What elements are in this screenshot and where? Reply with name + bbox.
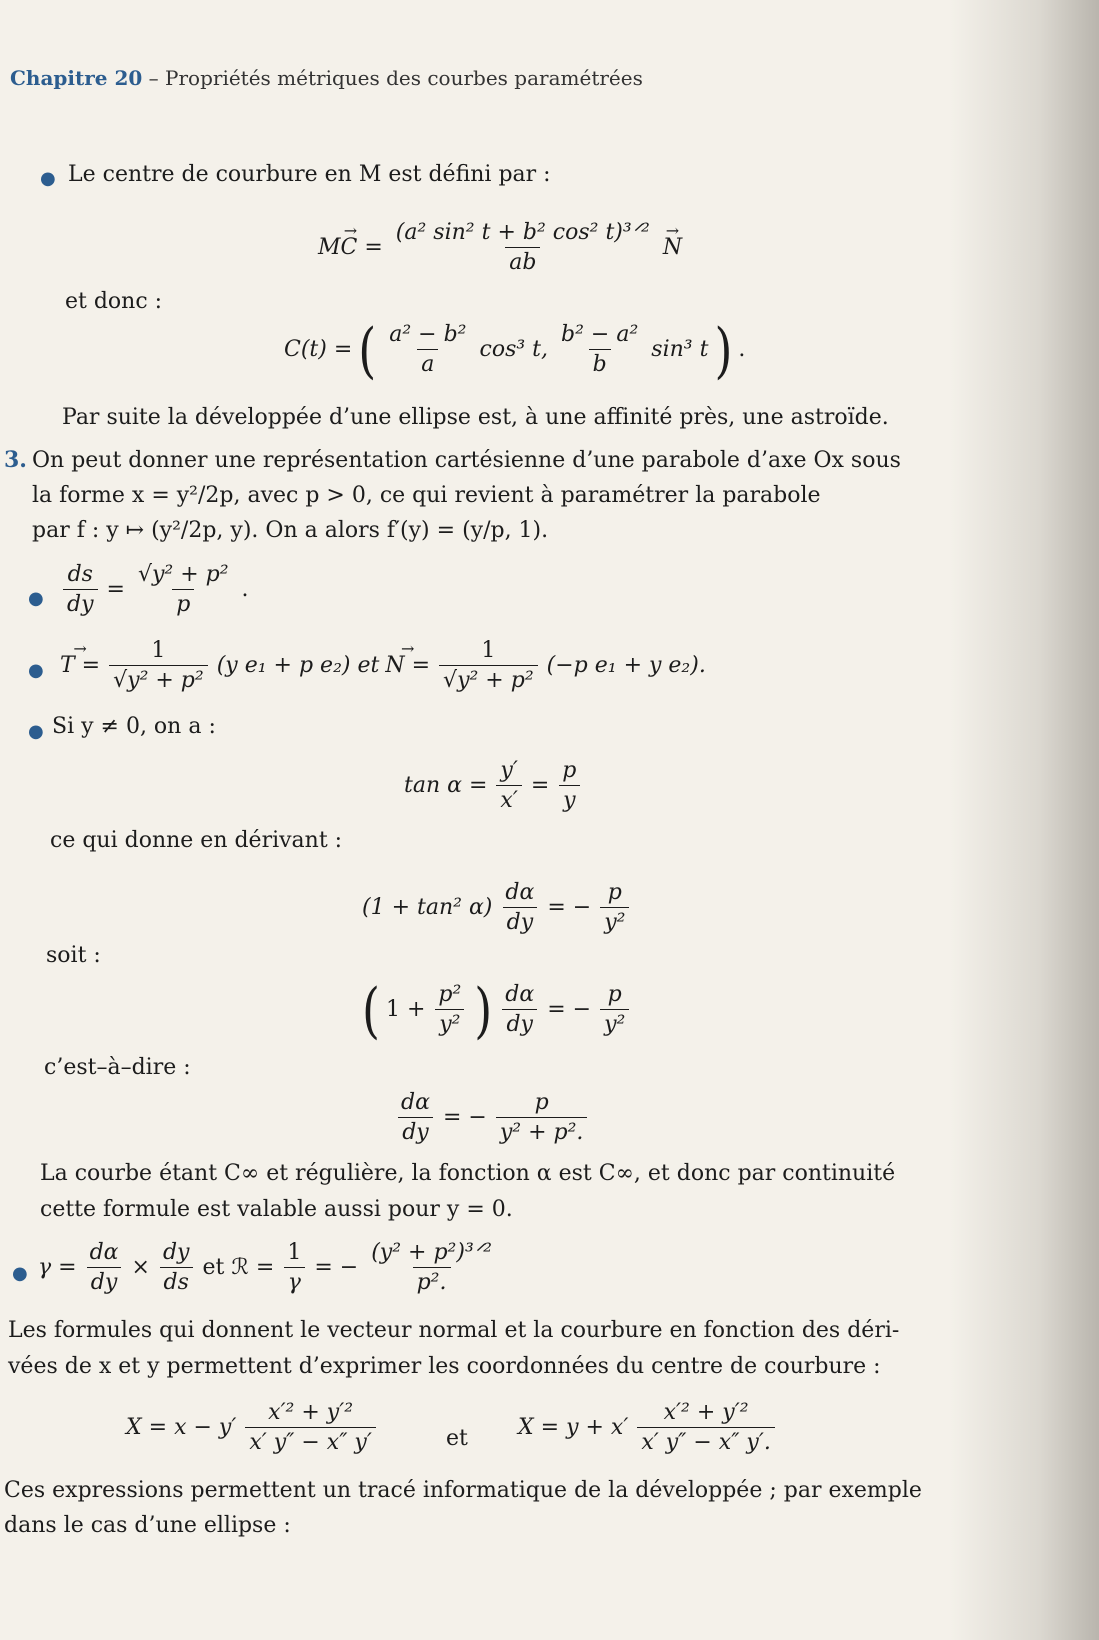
eq-g-f1d: dy — [87, 1267, 122, 1295]
eq-d2-frac — [501, 982, 538, 1037]
eq-d1-rd: y² — [600, 907, 629, 935]
eq-x1-lhs: X = x − y′ — [126, 1415, 237, 1440]
eq-d2-pn: p² — [438, 982, 462, 1007]
eq-ds-d: dy — [63, 589, 98, 617]
equation-deriv-2 — [362, 974, 632, 1045]
text-et: et — [446, 1426, 468, 1451]
eq-ds-n: ds — [67, 562, 93, 587]
eq-n-frac — [439, 638, 538, 693]
eq-g-frac2 — [159, 1240, 194, 1295]
eq-mc-num: (a² sin² t + b² cos² t)³ᐟ² — [395, 220, 650, 245]
eq-ds-rn: √y² + p² — [137, 562, 229, 587]
paragraph-ces-2: dans le cas d’une ellipse : — [4, 1513, 291, 1538]
equation-ct: C(t) = ( $\frac{\text{a² − b²}}{a}$ cos³ t, $\frac{\text{b² − a²}}{b}$ sin³ t ) . — [284, 314, 746, 385]
eq-n-den: √y² + p² — [439, 665, 538, 693]
eq-t-mid: (y e₁ + p e₂) et — [216, 653, 380, 678]
eq-x2-n: x′² + y′² — [663, 1400, 749, 1425]
eq-d3-rd: y² + p². — [496, 1117, 588, 1145]
equation-x1 — [126, 1400, 379, 1455]
eq-x1-n: x′² + y′² — [268, 1400, 354, 1425]
eq-t-frac — [109, 638, 208, 693]
eq-g-lhs: γ = — [38, 1255, 77, 1280]
paragraph-courbe-2: cette formule est valable aussi pour y = 0. — [40, 1197, 513, 1222]
bullet-icon: ● — [28, 588, 44, 609]
item-3-line-2: la forme x = y²/2p, avec p > 0, ce qui revient à paramétrer la parabole — [32, 483, 821, 508]
eq-d1-eq: = − — [547, 895, 592, 920]
eq-tan-lhs: tan α = — [404, 773, 488, 798]
text-ce-qui: ce qui donne en dérivant : — [50, 828, 343, 853]
paragraph-les-2: vées de x et y permettent d’exprimer les coordonnées du centre de courbure : — [8, 1354, 881, 1379]
eq-mc-den: ab — [505, 247, 540, 275]
eq-tan-frac1 — [496, 758, 521, 813]
bullet-icon: ● — [28, 660, 44, 681]
paragraph-centre: Le centre de courbure en M est défini par : — [68, 162, 551, 187]
eq-x2-d: x′ y″ − x″ y′. — [637, 1427, 775, 1455]
eq-n-lhs: → N = — [385, 653, 430, 678]
paragraph-courbe-1: La courbe étant C∞ et régulière, la fonction α est C∞, et donc par continuité — [40, 1161, 896, 1186]
eq-mc-fraction — [392, 220, 654, 275]
eq-d3-fn: dα — [401, 1090, 430, 1115]
item-3-line-3: par f : y ↦ (y²/2p, y). On a alors f′(y) = (y/p, 1). — [32, 518, 549, 543]
eq-tan-f1n: y′ — [500, 758, 518, 783]
eq-d3-eq: = − — [442, 1105, 487, 1130]
eq-d3-rhs — [496, 1090, 588, 1145]
eq-ct-frac1 — [385, 322, 470, 377]
eq-d2-fn: dα — [505, 982, 535, 1007]
eq-g-times: × — [131, 1255, 150, 1280]
eq-ct-f1d: a — [417, 349, 438, 377]
eq-ct-f2d: b — [589, 349, 611, 377]
eq-g-f3d: γ — [284, 1267, 305, 1295]
text-soit: soit : — [46, 943, 101, 968]
eq-t-den: √y² + p² — [109, 665, 208, 693]
eq-ds-rd: p — [172, 589, 194, 617]
equation-gamma — [38, 1240, 499, 1295]
eq-tan-f2n: p — [562, 758, 577, 783]
eq-g-f3n: 1 — [287, 1240, 302, 1265]
eq-ct-lhs: C(t) = — [284, 337, 353, 362]
equation-ds-dy: $\frac{ds}{dy}$ = $\frac{\text{√y² + p²}}{p}$ . — [60, 562, 249, 617]
eq-t-one: 1 — [151, 638, 166, 663]
eq-g-f4d: p². — [413, 1267, 451, 1295]
bullet-icon: ● — [12, 1263, 28, 1284]
text-cest: c’est–à–dire : — [44, 1055, 191, 1080]
bullet-icon: ● — [28, 721, 44, 742]
equation-t-n — [60, 638, 706, 693]
eq-x2-lhs: X = y + x′ — [518, 1415, 629, 1440]
eq-d1-lhs: (1 + tan² α) — [362, 895, 493, 920]
eq-g-frac1 — [86, 1240, 123, 1295]
page-curl-shadow — [949, 0, 1099, 1640]
eq-d3-fd: dy — [398, 1117, 433, 1145]
header-separator: – — [142, 66, 166, 90]
eq-mc-lhs: → MC = — [318, 235, 383, 260]
eq-tan-f2d: y — [559, 785, 579, 813]
text-si-y: Si y ≠ 0, on a : — [52, 714, 216, 739]
paren-close: ) — [714, 314, 733, 385]
chapter-title: Propriétés métriques des courbes paramétrées — [165, 66, 643, 90]
eq-g-frac4 — [367, 1240, 496, 1295]
eq-d2-pfrac — [434, 982, 465, 1037]
eq-d2-eq: = − — [547, 997, 592, 1022]
paren-close: ) — [474, 974, 493, 1045]
eq-d1-fd: dy — [503, 907, 538, 935]
eq-x1-frac — [245, 1400, 376, 1455]
item-3-number: 3. — [4, 447, 27, 473]
eq-d1-rn: p — [607, 880, 622, 905]
equation-deriv-1 — [362, 880, 632, 935]
eq-ct-frac2 — [557, 322, 642, 377]
eq-g-eq: = − — [314, 1255, 359, 1280]
eq-x1-d: x′ y″ − x″ y′ — [245, 1427, 376, 1455]
equation-x2 — [518, 1400, 778, 1455]
eq-g-et: et ℛ = — [202, 1255, 275, 1280]
eq-g-f2d: ds — [160, 1267, 193, 1295]
eq-d1-fn: dα — [505, 880, 535, 905]
eq-ds-rhs — [134, 562, 233, 617]
paragraph-les-1: Les formules qui donnent le vecteur normal et la courbure en fonction des déri- — [8, 1318, 900, 1343]
eq-t-lhs: → T = — [60, 653, 100, 678]
eq-n-end: (−p e₁ + y e₂). — [546, 653, 706, 678]
equation-mc — [318, 220, 682, 275]
eq-ct-f2n: b² − a² — [561, 322, 639, 347]
eq-d2-fd: dy — [502, 1009, 537, 1037]
paren-open: ( — [358, 314, 377, 385]
equation-tan: tan α = $\frac{y'}{x'}$ = $\frac{p}{y}$ — [404, 758, 583, 813]
eq-d1-frac — [501, 880, 538, 935]
eq-d1-rhs — [600, 880, 629, 935]
eq-n-one: 1 — [481, 638, 496, 663]
eq-d2-in: 1 + — [385, 997, 426, 1022]
eq-tan-f1d: x′ — [496, 785, 521, 813]
eq-d2-pd: y² — [435, 1009, 464, 1037]
eq-g-f4n: (y² + p²)³ᐟ² — [371, 1240, 492, 1265]
eq-n-den-text: y² + p² — [457, 668, 534, 693]
page-header — [10, 66, 643, 90]
eq-g-frac3 — [283, 1240, 305, 1295]
eq-t-den-text: y² + p² — [127, 668, 204, 693]
eq-mc-n: → N — [663, 235, 682, 260]
eq-d3-rn: p — [534, 1090, 549, 1115]
eq-ct-f1n: a² − b² — [389, 322, 467, 347]
eq-ds-eq: = — [106, 577, 125, 602]
eq-d2-rd: y² — [600, 1009, 629, 1037]
eq-g-f1n: dα — [89, 1240, 119, 1265]
eq-d2-rn: p — [607, 982, 622, 1007]
eq-d3-frac — [397, 1090, 434, 1145]
paragraph-ces-1: Ces expressions permettent un tracé informatique de la développée ; par exemple — [4, 1478, 922, 1503]
paren-open: ( — [362, 974, 380, 1045]
eq-g-f2n: dy — [162, 1240, 190, 1265]
eq-x2-frac — [637, 1400, 775, 1455]
bullet-icon: ● — [40, 168, 56, 189]
eq-ds-frac — [63, 562, 98, 617]
eq-ct-mid: cos³ t, — [479, 337, 549, 362]
chapter-label: Chapitre 20 — [10, 66, 143, 90]
item-3-line-1: On peut donner une représentation cartésienne d’une parabole d’axe Ox sous — [32, 448, 901, 473]
eq-ct-end: sin³ t — [651, 337, 709, 362]
text-et-donc: et donc : — [65, 289, 163, 314]
eq-d2-rhs — [600, 982, 629, 1037]
eq-tan-frac2 — [558, 758, 580, 813]
paragraph-par-suite: Par suite la développée d’une ellipse est, à une affinité près, une astroïde. — [62, 405, 889, 430]
equation-deriv-3 — [394, 1090, 590, 1145]
